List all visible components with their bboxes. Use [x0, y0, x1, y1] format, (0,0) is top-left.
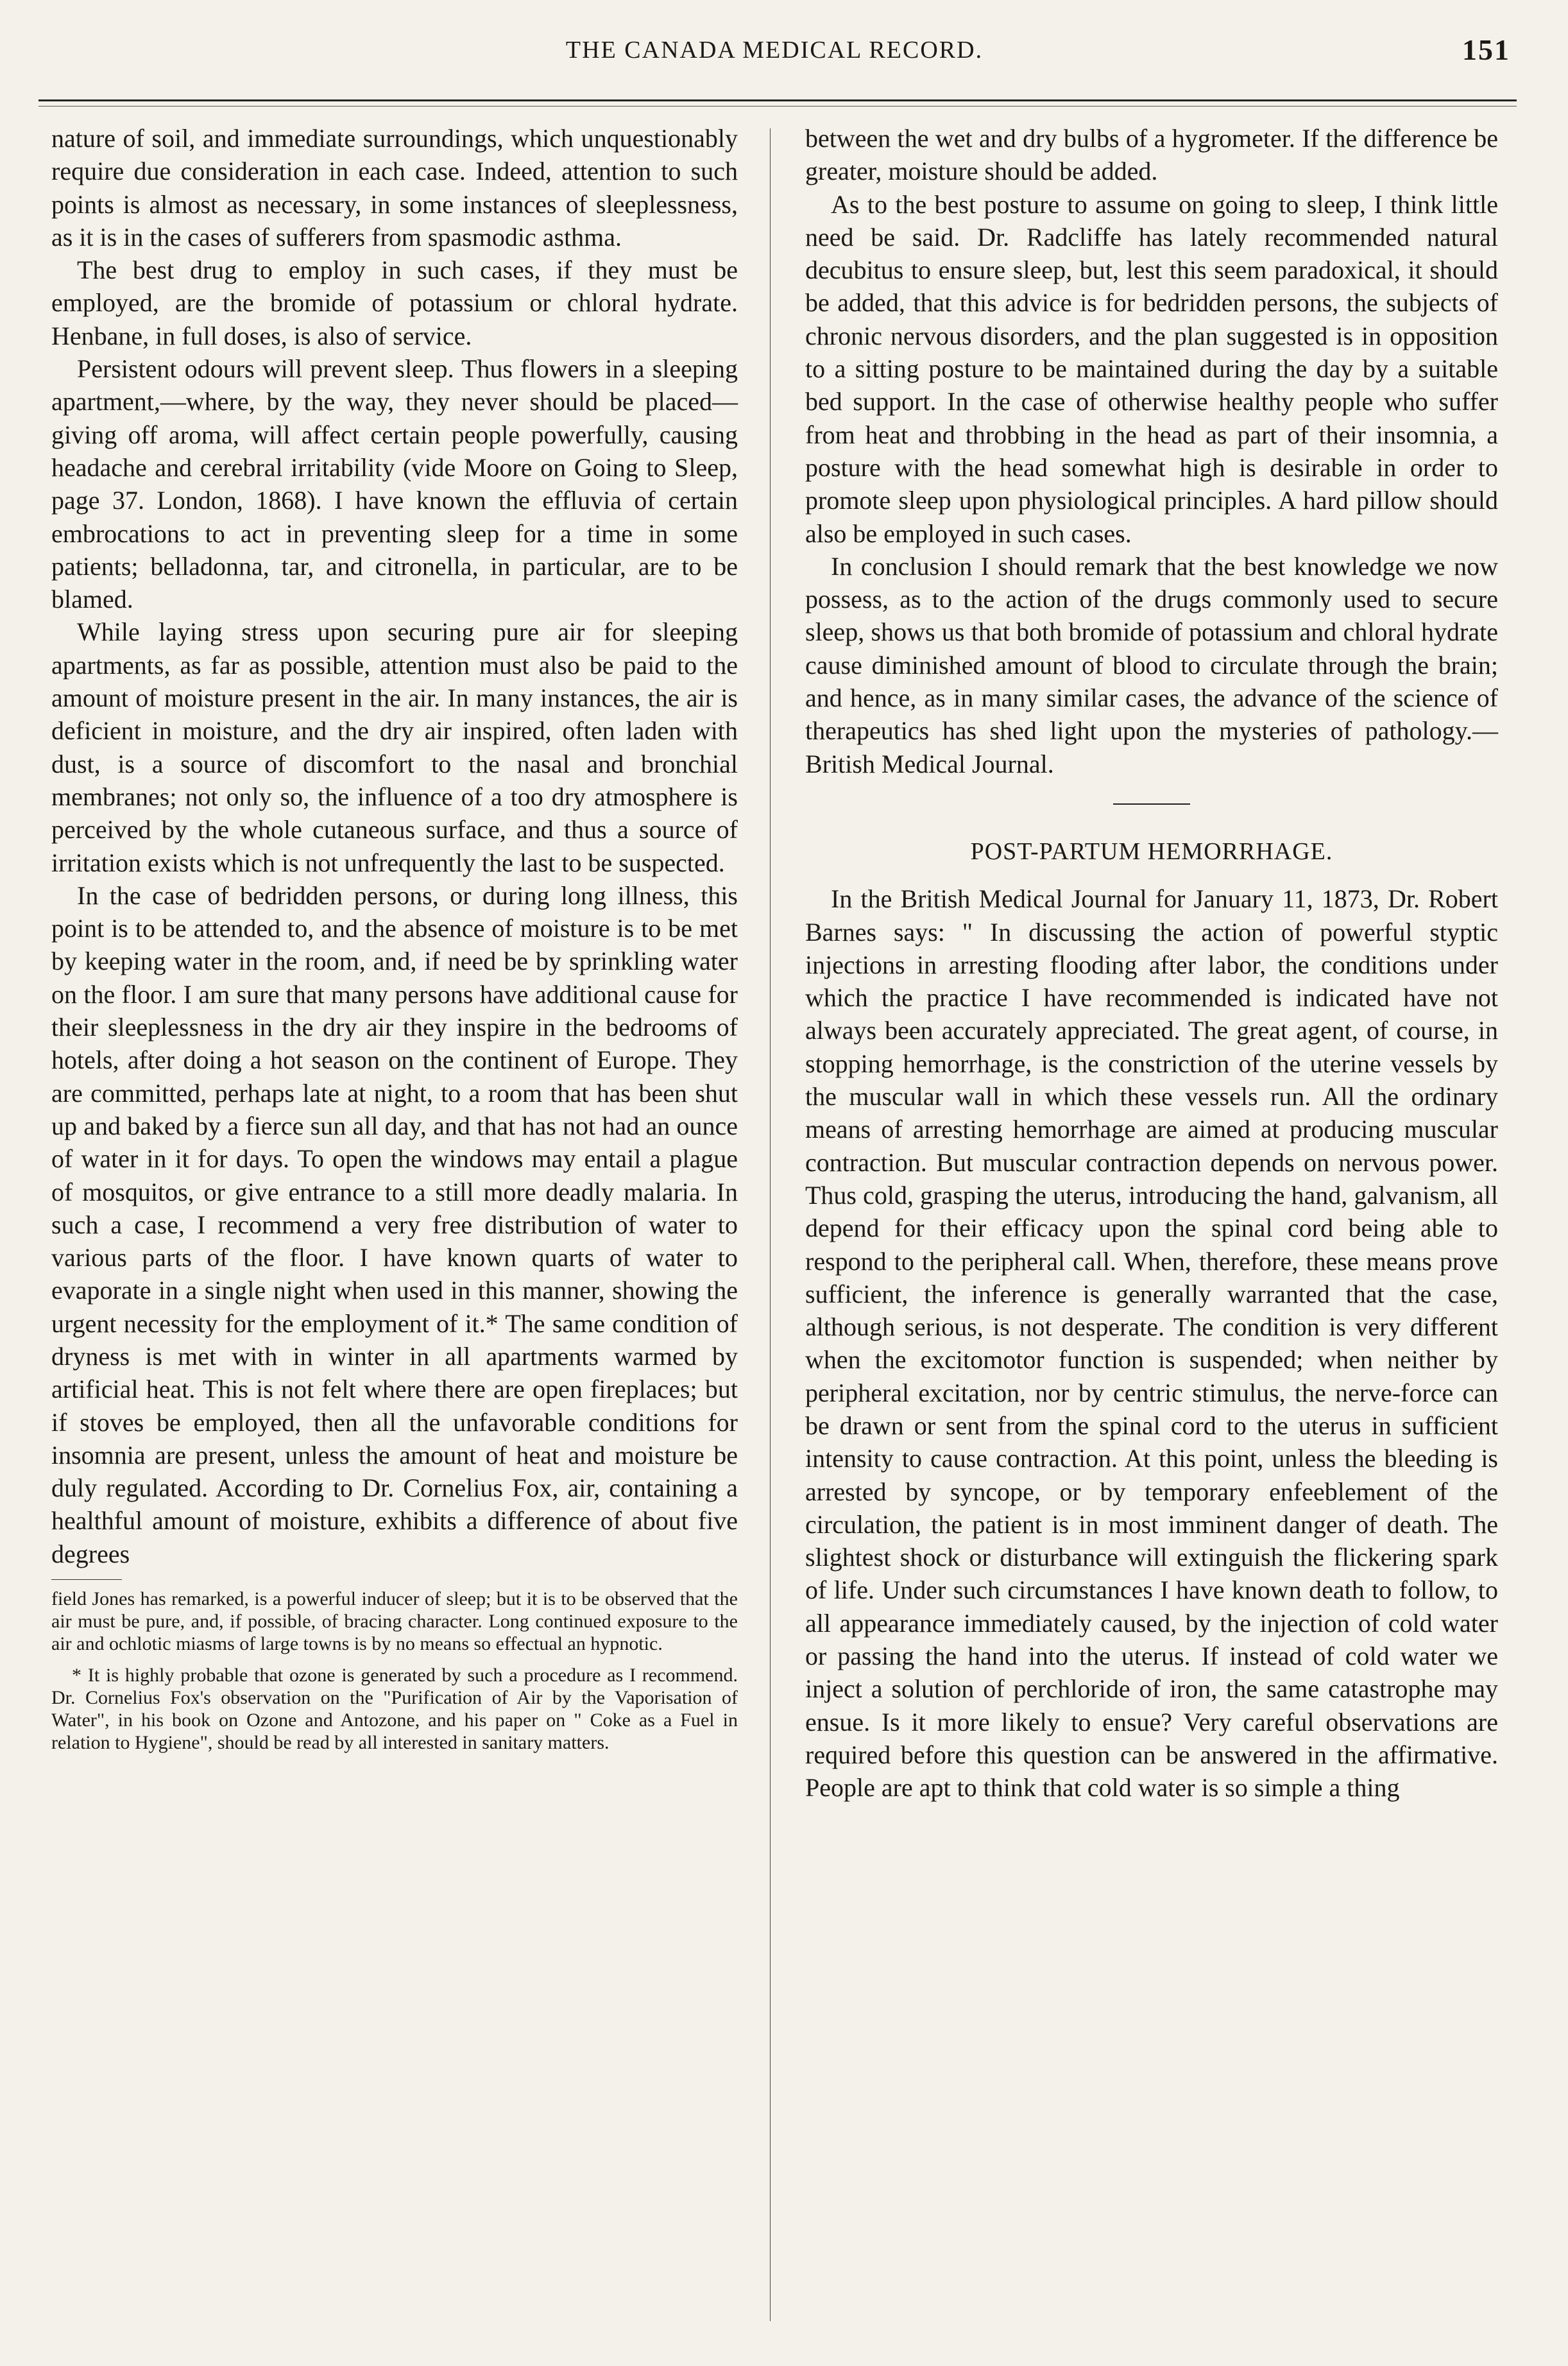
right-column — [805, 122, 1498, 1805]
section-separator — [1113, 803, 1190, 805]
footnote: field Jones has remarked, is a powerful inducer of sleep; but it is to be observed that the air must be pure, and, if possible, of bracing character. Long continued exposure to the air and ochlotic miasms of large towns is by no means so effectual an hypnotic. — [51, 1588, 738, 1655]
paragraph: In the British Medical Journal for January 11, 1873, Dr. Robert Barnes says: " In discussing the action of powerful styptic injections in arresting flooding after labor, the conditions under which the practice I have recommended is indicated have not always been accurately appreciated. The great agent, of course, in stopping hemorrhage, is the constriction of the uterine vessels by the muscular wall in which these vessels run. All the ordinary means of arresting hemorrhage are aimed at producing muscular contraction. But muscular contraction depends on nervous power. Thus cold, grasping the uterus, introducing the hand, galvanism, all depend for their efficacy upon the spinal cord being able to respond to the peripheral call. When, therefore, these means prove sufficient, the inference is generally warranted that the case, although serious, is not desperate. The condition is very different when the excitomotor function is suspended; when neither by peripheral excitation, nor by centric stimulus, the nerve-force can be drawn or sent from the spinal cord to the uterus in sufficient intensity to cause contraction. At this point, unless the bleeding is arrested by syncope, or by temporary enfeeblement of the circulation, the patient is in most imminent danger of death. The slightest shock or disturbance will extinguish the flickering spark of life. Under such circumstances I have known death to follow, to all appearance immediately caused, by the injection of cold water or passing the hand into the uterus. If instead of cold water we inject a solution of perchloride of iron, the same catastrophe may ensue. Is it more likely to ensue? Very careful observations are required before this question can be answered in the affirmative. People are apt to think that cold water is so simple a thing — [805, 884, 1498, 1803]
footnote-rule — [51, 1579, 122, 1580]
column-divider — [770, 128, 771, 2321]
paragraph: In the case of bedridden persons, or during long illness, this point is to be attended to, and the absence of moisture is to be met by keeping water in the room, and, if need be by sprinkling water on the floor. I am sure that many persons have additional cause for their sleeplessness in the dry air they inspire in the bedrooms of hotels, after doing a hot season on the continent of Europe. They are committed, perhaps late at night, to a room that has been shut up and baked by a fierce sun all day, and that has not had an ounce of water in it for days. To open the windows may entail a plague of mosquitos, or give entrance to a still more deadly malaria. In such a case, I recommend a very free distribution of water to various parts of the floor. I have known quarts of water to evaporate in a single night when used in this manner, showing the urgent necessity for the employment of it.* The same condition of dryness is met with in winter in all apartments warmed by artificial heat. This is not felt where there are open fireplaces; but if stoves be employed, then all the unfavorable conditions for insomnia are present, unless the amount of heat and moisture be duly regulated. According to Dr. Cornelius Fox, air, containing a healthful amount of moisture, exhibits a difference of about five degrees — [51, 880, 738, 1568]
paragraph: As to the best posture to assume on going to sleep, I think little need be said. Dr. Radcliffe has lately recommended natural decubitus to ensure sleep, but, lest this seem paradoxical, it should be added, that this advice is for bedridden persons, the subjects of chronic nervous disorders, and the plan suggested is in opposition to a sitting posture to be maintained during the day by a suitable bed support. In the case of otherwise healthy people who suffer from heat and throbbing in the head as part of their insomnia, a posture with the head somewhat high is desirable in order to promote sleep upon physiological principles. A hard pillow should also be employed in such cases. — [805, 189, 1498, 548]
footnote: * It is highly probable that ozone is generated by such a procedure as I recommend. Dr. Cornelius Fox's observation on the "Purification of Air by the Vaporisation of Water", in his book on Ozone and Antozone, and his paper on " Coke as a Fuel in relation to Hygiene", should be read by all interested in sanitary matters. — [51, 1665, 738, 1754]
paragraph: While laying stress upon securing pure air for sleeping apartments, as far as possible, attention must also be paid to the amount of moisture present in the air. In many instances, the air is deficient in moisture, and the dry air inspired, often laden with dust, is a source of discomfort to the nasal and bronchial membranes; not only so, the influence of a too dry atmosphere is perceived by the whole cutaneous surface, and thus a source of irritation exists which is not unfrequently the last to be suspected. — [51, 617, 738, 877]
paragraph: between the wet and dry bulbs of a hygrometer. If the difference be greater, moisture should be added. — [805, 124, 1498, 186]
paragraph: nature of soil, and immediate surroundings, which unquestionably require due consideration in each case. Indeed, attention to such points is almost as necessary, in some instances of sleeplessness, as it is in the cases of sufferers from spasmodic asthma. — [51, 124, 738, 252]
section-title: POST-PARTUM HEMORRHAGE. — [970, 837, 1333, 865]
header-rule — [38, 99, 1517, 101]
page-header — [38, 31, 1510, 69]
page-number: 151 — [1462, 33, 1510, 66]
running-title: THE CANADA MEDICAL RECORD. — [565, 37, 984, 64]
header-rule-thin — [38, 106, 1517, 107]
paragraph: Persistent odours will prevent sleep. Thus flowers in a sleeping apartment,—where, by the way, they never should be placed—giving off aroma, will affect certain people powerfully, causing headache and cerebral irritability (vide Moore on Going to Sleep, page 37. London, 1868). I have known the effluvia of certain embrocations to act in preventing sleep for a time in some patients; belladonna, tar, and citronella, in particular, are to be blamed. — [51, 354, 738, 614]
paragraph: The best drug to employ in such cases, if they must be employed, are the bromide of potassium or chloral hydrate. Henbane, in full doses, is also of service. — [51, 255, 738, 350]
paragraph: In conclusion I should remark that the best knowledge we now possess, as to the action of the drugs commonly used to secure sleep, shows us that both bromide of potassium and chloral hydrate cause diminished amount of blood to circulate through the brain; and hence, as in many similar cases, the advance of the science of therapeutics has shed light upon the mysteries of pathology.—British Medical Journal. — [805, 551, 1498, 778]
left-column — [51, 122, 738, 1754]
